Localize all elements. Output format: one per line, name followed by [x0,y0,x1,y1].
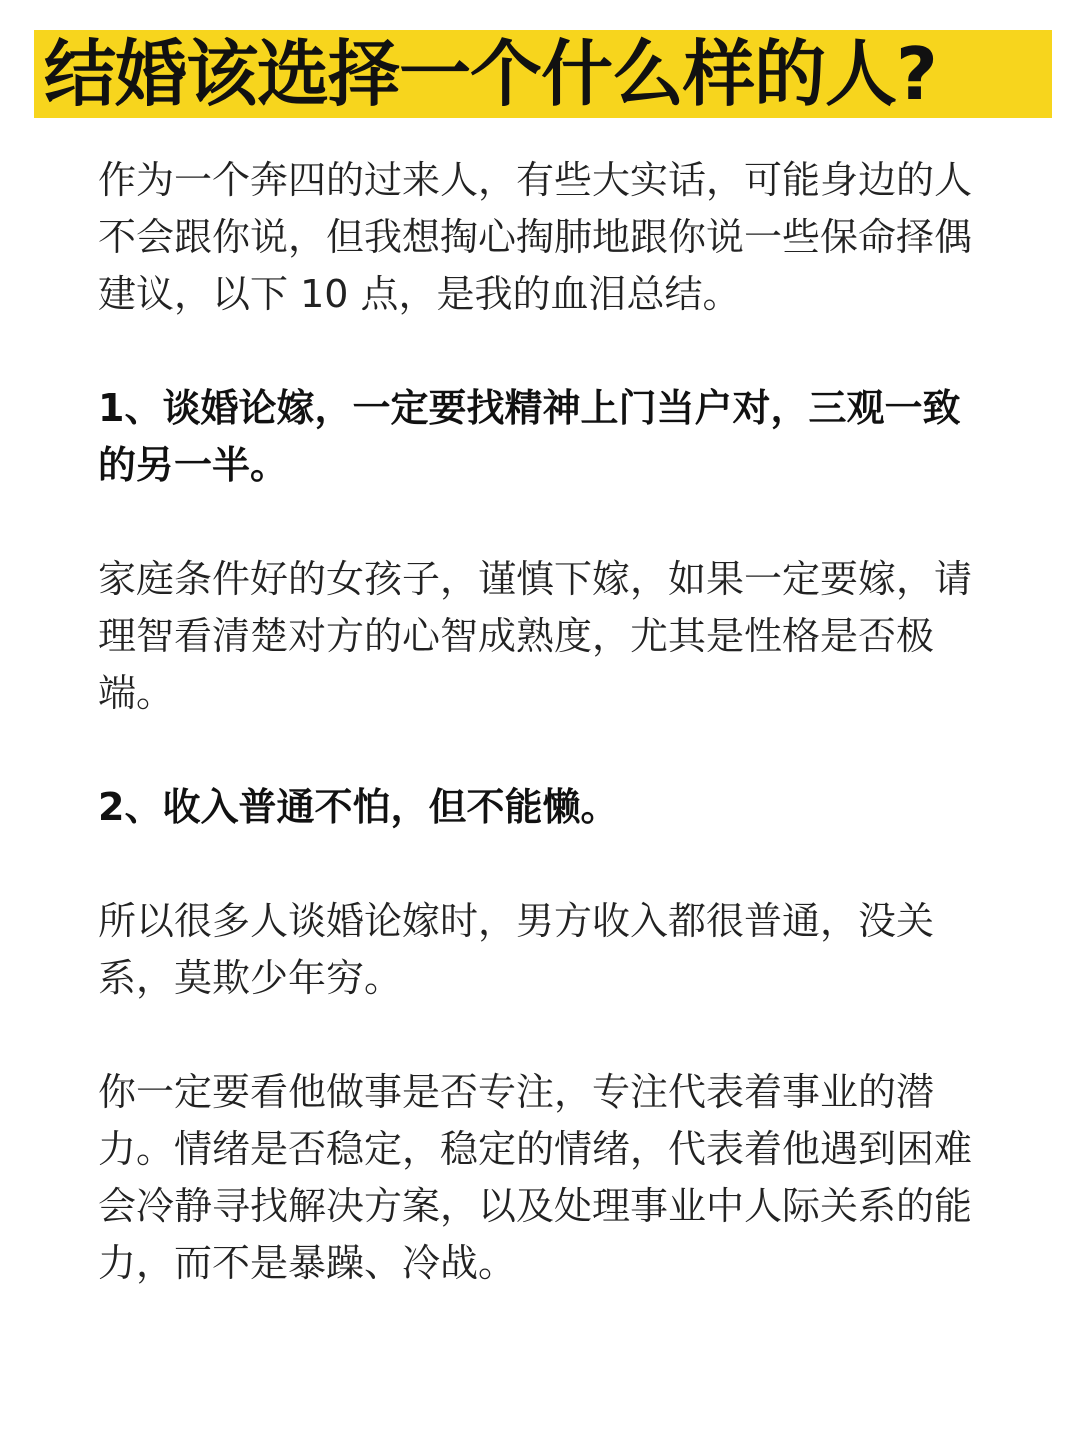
intro-paragraph: 作为一个奔四的过来人，有些大实话，可能身边的人不会跟你说，但我想掏心掏肺地跟你说一些保命择偶建议，以下 10 点，是我的血泪总结。 [98,158,973,316]
point-2-heading: 2、收入普通不怕，但不能懒。 [98,785,619,829]
point-1-heading: 1、谈婚论嫁，一定要找精神上门当户对，三观一致的另一半。 [98,386,961,487]
point-2-paragraph-1: 所以很多人谈婚论嫁时，男方收入都很普通，没关系，莫欺少年穷。 [98,899,935,1000]
page-title: 结婚该选择一个什么样的人? [44,32,937,116]
point-1-paragraph: 家庭条件好的女孩子，谨慎下嫁，如果一定要嫁，请理智看清楚对方的心智成熟度，尤其是性格是否极端。 [98,557,973,715]
article-body [98,152,988,1292]
point-2-paragraph-2: 你一定要看他做事是否专注，专注代表着事业的潜力。情绪是否稳定，稳定的情绪，代表着他遇到困难会冷静寻找解决方案，以及处理事业中人际关系的能力，而不是暴躁、冷战。 [98,1070,973,1285]
title-banner [34,30,1052,118]
